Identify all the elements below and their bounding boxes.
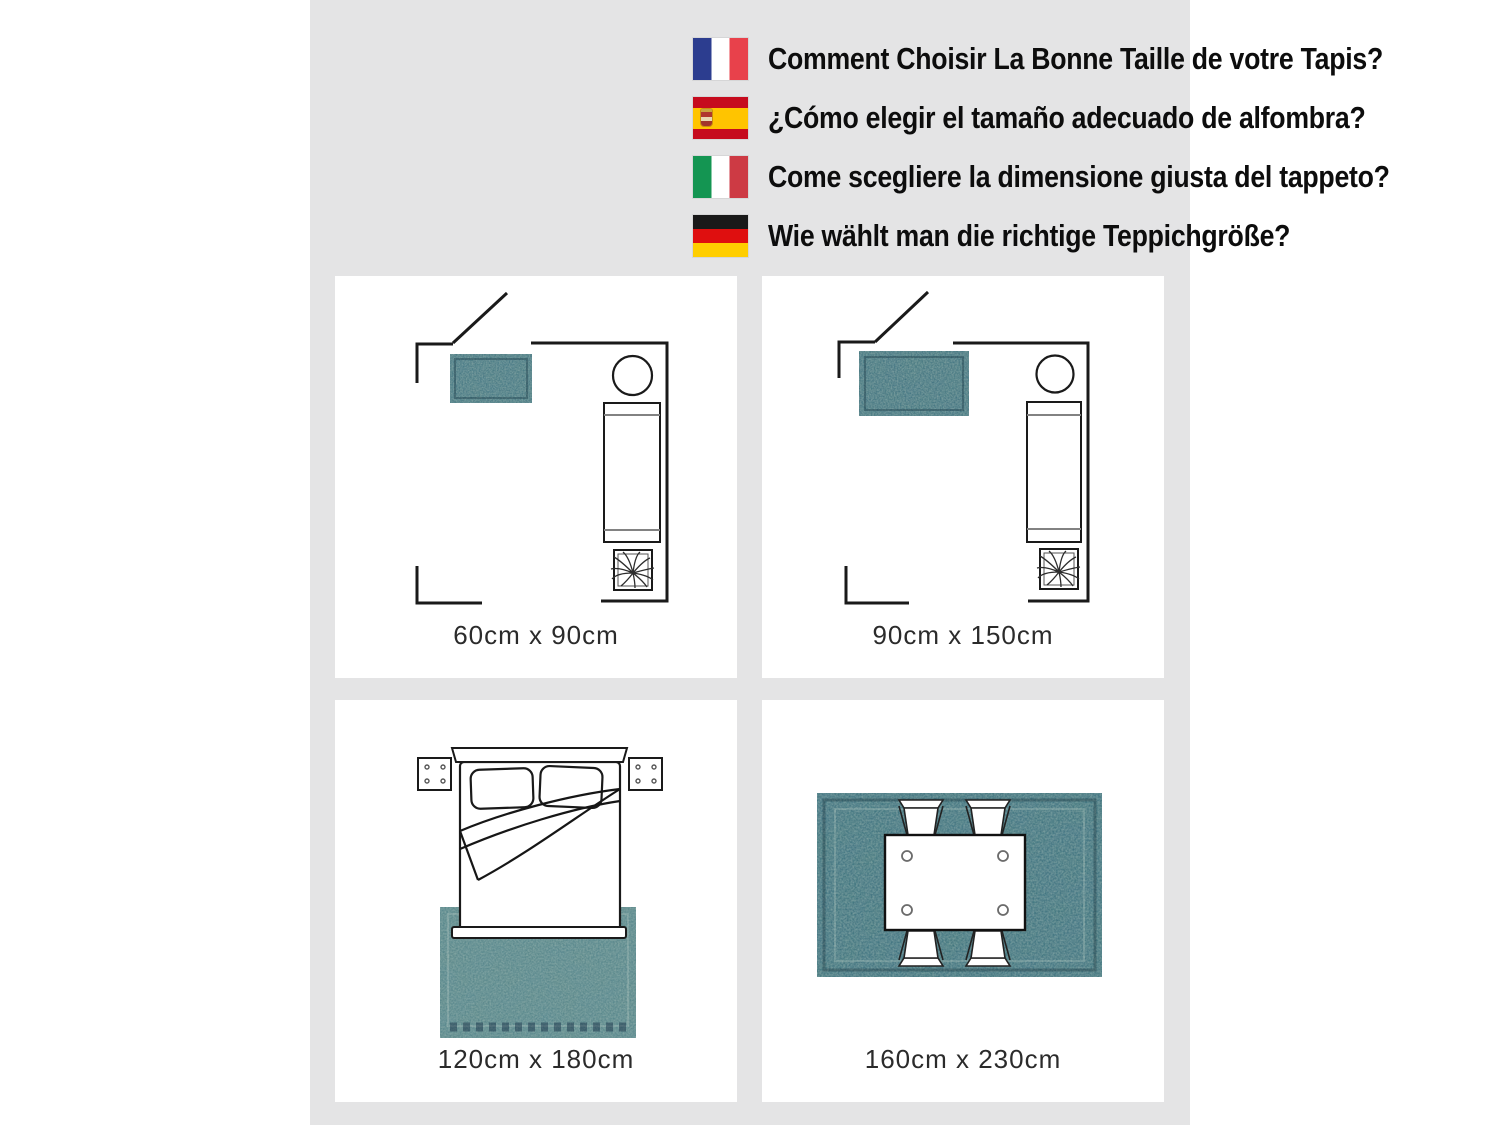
france-flag-icon: [693, 38, 748, 80]
rug-size-label: 60cm x 90cm: [453, 620, 619, 650]
spain-coat-of-arms-icon: [701, 109, 712, 126]
floorplan-living-small-svg: [335, 276, 737, 678]
rug-size-label: 90cm x 150cm: [872, 620, 1054, 650]
side-table: [1037, 356, 1074, 393]
side-table: [613, 356, 652, 395]
panel-rug-160x230: [762, 700, 1164, 1102]
panel-rug-120x180: [335, 700, 737, 1102]
nightstand-left: [418, 758, 451, 790]
potted-plant: [611, 550, 654, 590]
germany-flag-icon: [693, 215, 748, 257]
rug-size-label: 120cm x 180cm: [437, 1044, 635, 1074]
headboard: [452, 748, 627, 762]
nightstand-right: [629, 758, 662, 790]
door-swing-line: [875, 292, 928, 342]
rug-90x150: [859, 351, 969, 416]
footboard: [452, 927, 626, 938]
headline-italian: Come scegliere la dimensione giusta del tappeto?: [768, 159, 1390, 194]
floorplan-dining-svg: [762, 700, 1164, 1102]
panel-rug-60x90: [335, 276, 737, 678]
sofa: [604, 403, 660, 542]
rug-size-label: 160cm x 230cm: [864, 1044, 1062, 1074]
spain-flag-icon: [693, 97, 748, 139]
panel-rug-90x150: [762, 276, 1164, 678]
dining-table: [885, 835, 1025, 930]
bed: [452, 748, 627, 938]
floorplan-living-medium-svg: [762, 276, 1164, 678]
headline-spanish: ¿Cómo elegir el tamaño adecuado de alfombra?: [768, 100, 1366, 135]
headline-french: Comment Choisir La Bonne Taille de votre Tapis?: [768, 41, 1383, 76]
floorplan-bedroom-svg: [335, 700, 737, 1102]
potted-plant: [1037, 549, 1080, 589]
sofa: [1027, 402, 1081, 542]
italy-flag-icon: [693, 156, 748, 198]
door-swing-line: [453, 293, 507, 343]
headline-german: Wie wählt man die richtige Teppichgröße?: [768, 218, 1291, 253]
rug-60x90: [450, 354, 532, 403]
